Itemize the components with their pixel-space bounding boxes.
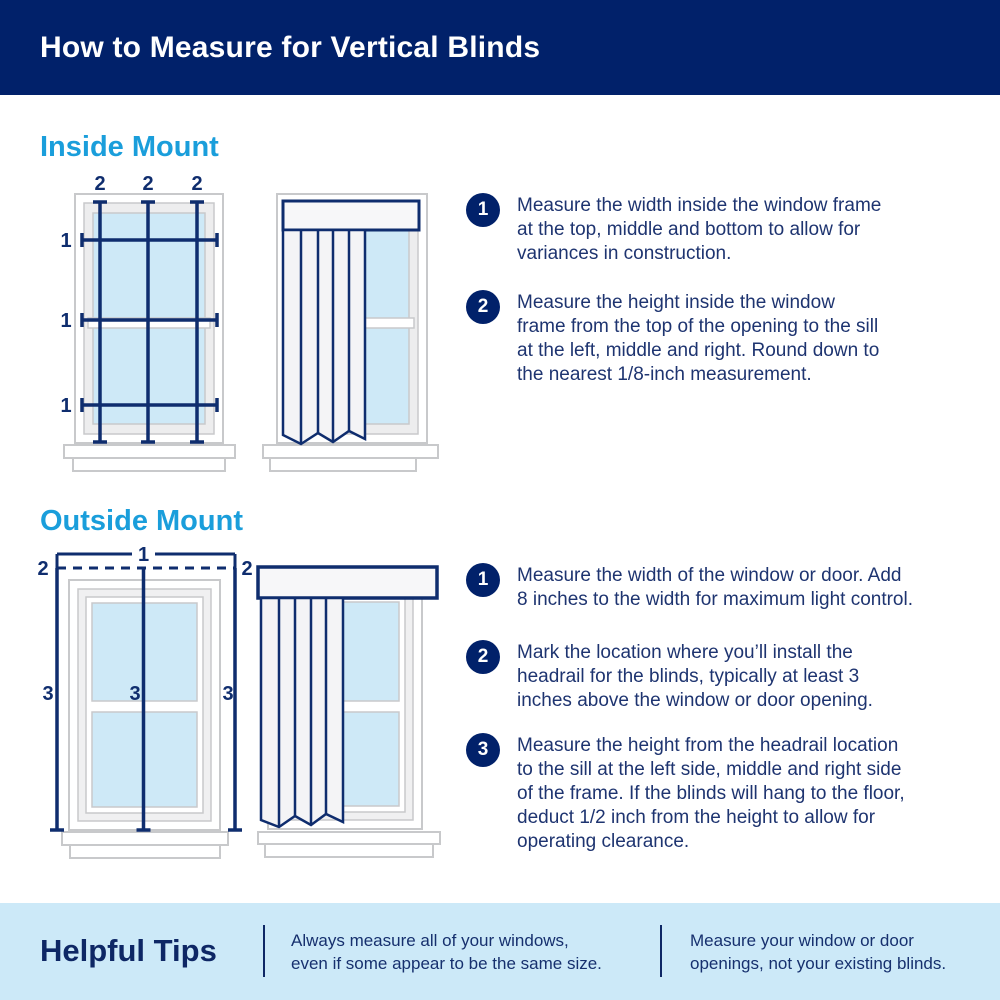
outside-step-2 [466, 640, 873, 713]
vertical-vanes [261, 598, 343, 827]
page-title: How to Measure for Vertical Blinds [40, 30, 541, 64]
step-text: Measure the width inside the window frame at the top, middle and bottom to allow for variances in construction. [517, 195, 882, 264]
measure-label: 1 [60, 310, 72, 332]
outside-mount-measure-diagram [28, 543, 260, 865]
outside-step-3 [466, 733, 905, 854]
measure-label: 2 [191, 173, 203, 195]
step-number-badge: 2 [466, 290, 500, 324]
step-number-badge: 1 [466, 563, 500, 597]
measure-label: 1 [137, 544, 150, 566]
headrail [283, 201, 419, 230]
measure-label: 2 [241, 558, 253, 580]
tip-divider [263, 925, 265, 977]
measure-label: 1 [60, 395, 72, 417]
measure-label: 1 [60, 230, 72, 252]
helpful-tips-heading: Helpful Tips [40, 933, 217, 968]
step-number-badge: 2 [466, 640, 500, 674]
inside-mount-heading: Inside Mount [40, 131, 219, 163]
outside-step-1 [466, 563, 913, 612]
step-number-badge: 3 [466, 733, 500, 767]
step-text: Measure the height from the headrail location to the sill at the left side, middle and right side of the frame. If the blinds will hang to the floor, deduct 1/2 inch from the height to allow for operating clearance. [517, 735, 905, 852]
step-text: Measure the height inside the window frame from the top of the opening to the sill at the left, middle and right. Round down to the nearest 1/8-inch measurement. [517, 292, 880, 385]
measure-label: 2 [142, 173, 154, 195]
step-text: Measure the width of the window or door. Add 8 inches to the width for maximum light control. [517, 565, 914, 610]
tip-divider [660, 925, 662, 977]
tip-1: Always measure all of your windows, even if some appear to be the same size. [291, 931, 602, 973]
measure-label: 3 [222, 683, 234, 705]
header-bar [0, 0, 1000, 95]
inside-step-2 [466, 290, 879, 387]
vertical-vanes [283, 230, 365, 444]
measure-label: 2 [94, 173, 106, 195]
inside-mount-blinds-diagram [253, 172, 443, 474]
measure-label: 2 [37, 558, 49, 580]
step-number-badge: 1 [466, 193, 500, 227]
measure-label: 3 [42, 683, 54, 705]
outside-mount-heading: Outside Mount [40, 505, 243, 537]
headrail [258, 567, 437, 598]
inside-mount-measure-diagram [40, 172, 252, 474]
step-text: Mark the location where you’ll install the headrail for the blinds, typically at least 3 inches above the window or door opening. [517, 642, 873, 711]
outside-mount-blinds-diagram [250, 545, 450, 865]
inside-step-1 [466, 193, 881, 266]
tip-2: Measure your window or door openings, not your existing blinds. [690, 931, 947, 973]
measure-label: 3 [129, 683, 141, 705]
